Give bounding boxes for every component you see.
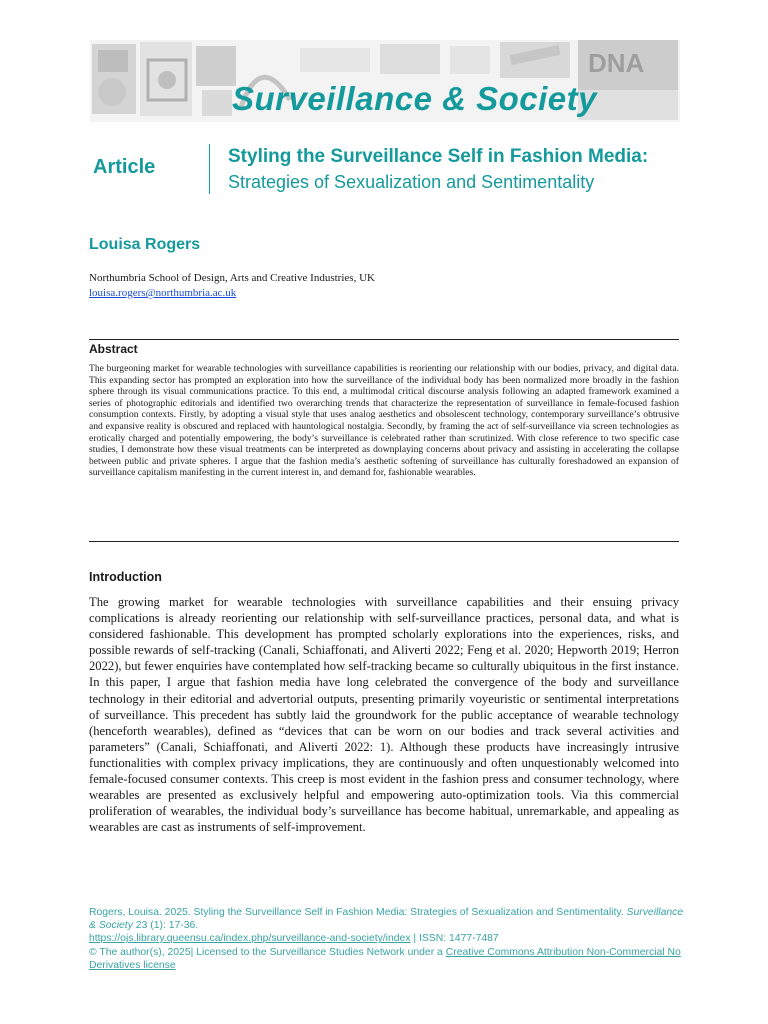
- journal-title: Surveillance & Society: [232, 80, 597, 117]
- citation-line: [89, 906, 689, 932]
- citation-volume: 23 (1): 17-36.: [135, 920, 199, 932]
- journal-url-line: [89, 932, 689, 945]
- abstract-body: The burgeoning market for wearable technologies with surveillance capabilities is reorienting our relationship with our bodies, privacy, and digital data. This expanding sector has prompted an exploration into how the surveillance of the individual body has been normalized more broadly in the fashion sphere through its visual communications practice. To this end, a multimodal critical discourse analysis following an adapted framework examined a series of photographic editorials and identified two overarching trends that characterize the representation of surveillance in female-focused fashion consumption contexts. Firstly, by adopting a visual style that uses analog aesthetics and obsolescent technology, contemporary surveillance’s obtrusive and expansive reality is obscured and replaced with hauntological nostalgia. Secondly, by framing the act of self-surveillance via screen technologies as erotically charged and potentially empowering, the body’s surveillance is celebrated rather than scrutinized. With close reference to two specific case studies, I demonstrate how these visual treatments can be interpreted as downplaying concerns about privacy and assisting in accelerating the collapse between public and private spheres. I argue that the fashion media’s aesthetic softening of surveillance has culturally foreshadowed an expansion of surveillance capitalism manifesting in the current interest in, and demand for, fashionable wearables.: [89, 363, 679, 479]
- license-line: [89, 946, 689, 972]
- abstract-bottom-rule: [89, 541, 679, 542]
- author-affiliation: Northumbria School of Design, Arts and Creative Industries, UK: [89, 272, 375, 284]
- license-link[interactable]: Creative Commons Attribution Non-Commercial No Derivatives license: [89, 946, 681, 971]
- issn-text: | ISSN: 1477-7487: [413, 933, 499, 945]
- license-text: © The author(s), 2025| Licensed to the Surveillance Studies Network under a: [89, 946, 443, 958]
- title-divider: [209, 144, 210, 194]
- journal-url-link[interactable]: https://ojs.library.queensu.ca/index.php/surveillance-and-society/index: [89, 933, 411, 945]
- introduction-heading: Introduction: [89, 570, 162, 584]
- introduction-body: The growing market for wearable technologies with surveillance capabilities and their ensuing privacy complications is already reorienting our relationship with self-surveillance practices, personal data, and what is considered fashionable. This development has prompted scholarly explorations into the experiences, risks, and possible rewards of self-tracking (Canali, Schiaffonati, and Aliverti 2022; Feng et al. 2020; Hepworth 2019; Herron 2022), but fewer enquiries have contemplated how self-tracking became so culturally ubiquitous in the first instance. In this paper, I argue that fashion media have long celebrated the convergence of the body and surveillance technology in their editorial and advertorial outputs, presenting primarily voyeuristic or sentimental interpretations of surveillance. This precedent has subtly laid the groundwork for the public acceptance of wearable technology (henceforth wearables), defined as “devices that can be worn on our bodies and track several activities and parameters” (Canali, Schiaffonati, and Aliverti 2022: 1). Although these products have increasingly intrusive functionalities with complex privacy implications, they are continuously and often unquestionably welcomed into female-focused consumer contexts. This creep is most evident in the fashion press and consumer technology, where wearables are presented as exclusively helpful and empowering auto-optimization tools. Via this commercial proliferation of wearables, the individual body’s surveillance has become habitual, unremarkable, and appealing as wearables are cast as instruments of self-improvement.: [89, 595, 679, 835]
- article-subtitle: Strategies of Sexualization and Sentimentality: [228, 172, 595, 192]
- abstract-heading: Abstract: [89, 342, 138, 356]
- article-title: Styling the Surveillance Self in Fashion Media:: [228, 146, 649, 167]
- banner-dna-text: DNA: [588, 48, 645, 78]
- citation-journal: Surveillance & Society: [89, 907, 684, 932]
- author-email-link[interactable]: louisa.rogers@northumbria.ac.uk: [89, 287, 237, 299]
- citation-text: Rogers, Louisa. 2025. Styling the Surveillance Self in Fashion Media: Strategies of Sexualization and Sentimentality.: [89, 907, 624, 918]
- citation-footer: [89, 906, 689, 972]
- author-name: Louisa Rogers: [89, 236, 201, 253]
- abstract-top-rule: [89, 339, 679, 340]
- article-type-label: Article: [93, 156, 156, 178]
